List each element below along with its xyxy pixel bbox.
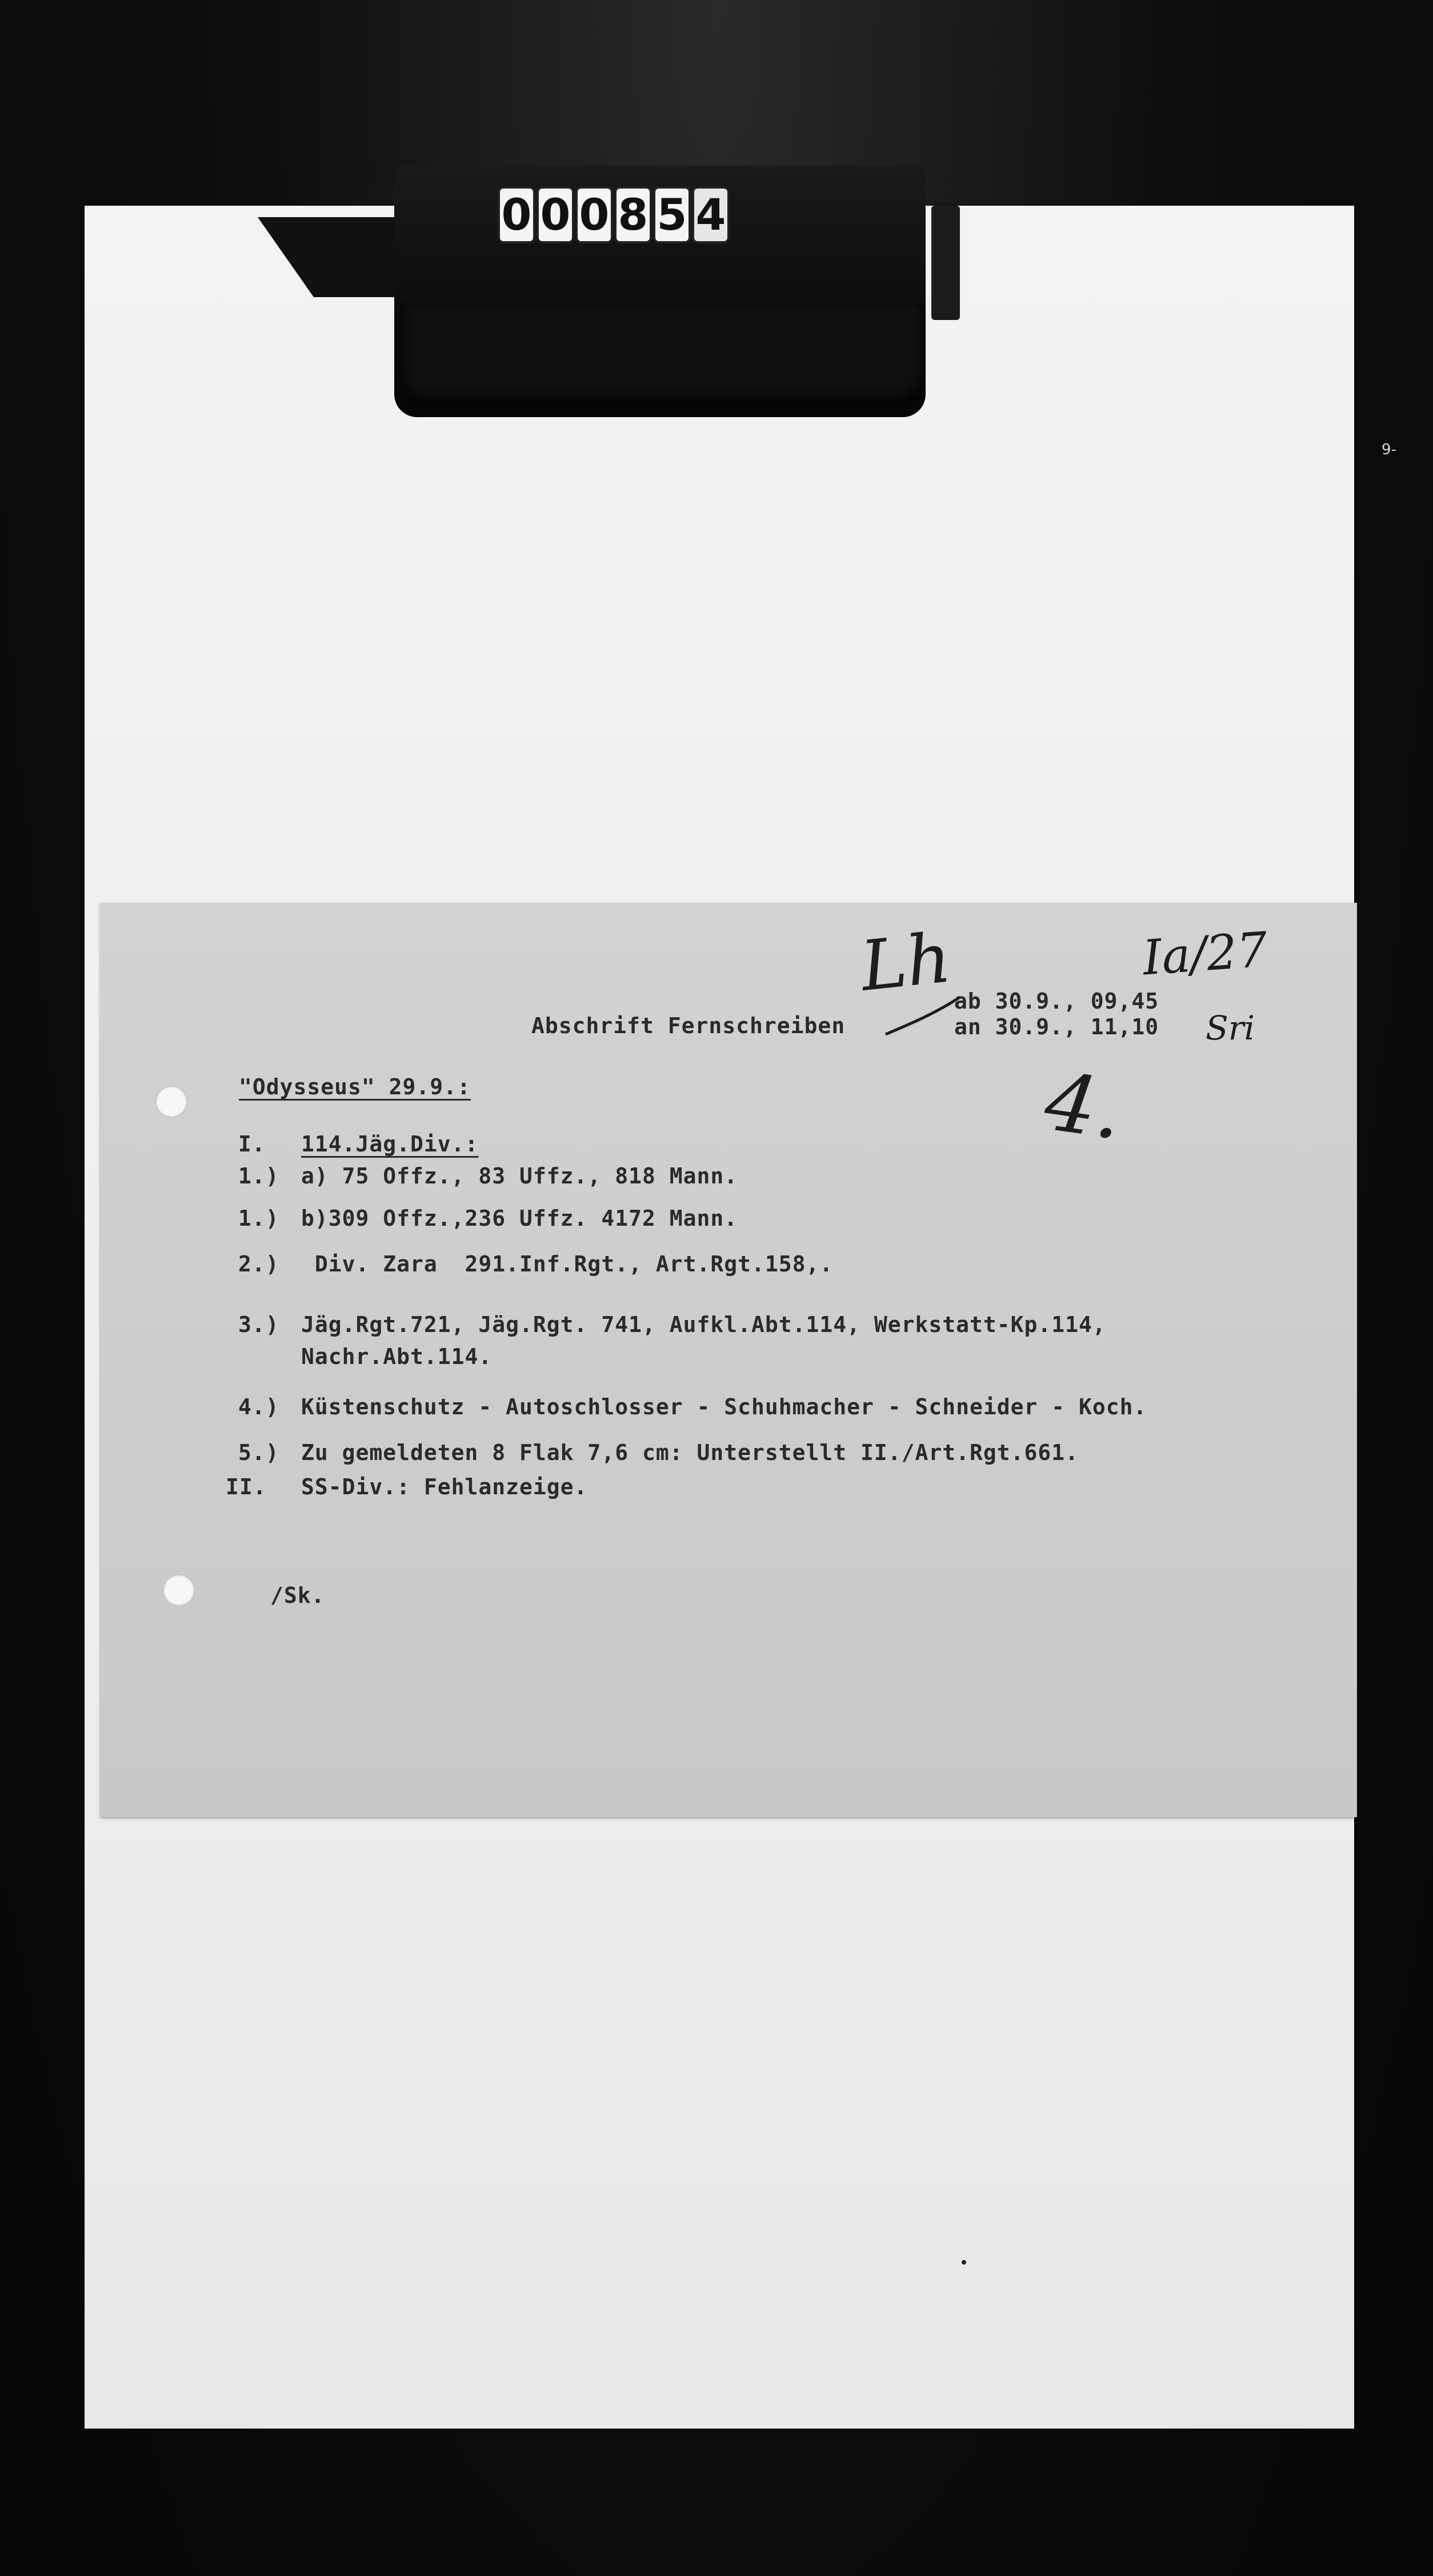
handwritten-number: 4. [1039, 1055, 1128, 1158]
counter-digit: 0 [539, 189, 572, 241]
handwritten-swoosh [883, 994, 963, 1040]
line-text: a) 75 Offz., 83 Uffz., 818 Mann. [301, 1163, 738, 1189]
frame-counter [377, 166, 948, 423]
line-number: 4.) [238, 1394, 279, 1419]
line-text: Küstenschutz - Autoschlosser - Schuhmacher - Schneider - Koch. [301, 1394, 1147, 1419]
line-text: b)309 Offz.,236 Uffz. 4172 Mann. [301, 1206, 738, 1231]
counter-digit: 0 [578, 189, 611, 241]
counter-digit: 4 [694, 189, 727, 241]
counter-digits [500, 189, 727, 241]
line-number: II. [226, 1474, 267, 1499]
line-number: I. [238, 1131, 266, 1157]
edge-mark: 9- [1382, 441, 1396, 458]
line-number: 5.) [238, 1440, 279, 1465]
line-number: 3.) [238, 1312, 279, 1337]
counter-digit: 8 [617, 189, 650, 241]
line-text: 114.Jäg.Div.: [301, 1131, 479, 1157]
handwritten-initials: Lh [857, 918, 955, 1007]
counter-digit: 5 [655, 189, 689, 241]
line-number: 1.) [238, 1163, 279, 1189]
counter-digit: 0 [500, 189, 533, 241]
document-heading: Abschrift Fernschreiben [531, 1013, 846, 1038]
line-number: 1.) [238, 1206, 279, 1231]
document-signoff: /Sk. [270, 1583, 325, 1608]
handwritten-reference: Ia/27 [1140, 921, 1270, 986]
line-text: SS-Div.: Fehlanzeige. [301, 1474, 588, 1499]
punch-hole-top [155, 1086, 187, 1118]
line-text: Jäg.Rgt.721, Jäg.Rgt. 741, Aufkl.Abt.114, Werkstatt-Kp.114, [301, 1312, 1106, 1337]
received-time: an 30.9., 11,10 [954, 1014, 1159, 1039]
line-number: 2.) [238, 1251, 279, 1277]
line-text: Nachr.Abt.114. [301, 1344, 493, 1369]
speck [962, 2260, 966, 2265]
line-text: Zu gemeldeten 8 Flak 7,6 cm: Unterstellt II./Art.Rgt.661. [301, 1440, 1079, 1465]
telex-copy-document [100, 903, 1357, 1817]
sent-time: ab 30.9., 09,45 [954, 989, 1159, 1014]
line-text: Div. Zara 291.Inf.Rgt., Art.Rgt.158,. [301, 1251, 834, 1277]
counter-knob [931, 206, 960, 320]
document-subject: "Odysseus" 29.9.: [239, 1074, 471, 1099]
punch-hole-bottom [163, 1574, 195, 1606]
counter-base [400, 303, 926, 406]
handwritten-sign: Sri [1206, 1009, 1255, 1047]
